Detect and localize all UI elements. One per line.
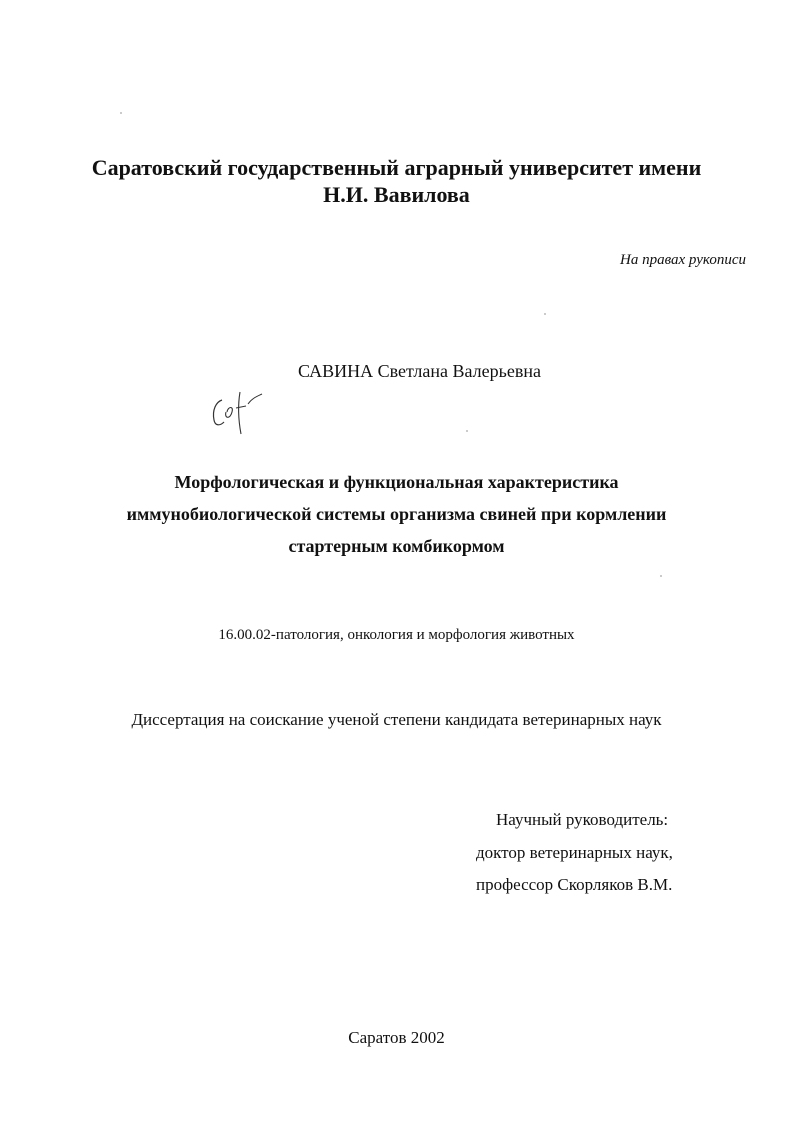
scan-speck: [660, 575, 662, 577]
scan-speck: [544, 313, 546, 315]
supervisor-name: профессор Скорляков В.М.: [476, 875, 673, 894]
supervisor-label: Научный руководитель:: [496, 810, 669, 829]
dissertation-degree-statement: Диссертация на соискание ученой степени кандидата ветеринарных наук: [131, 710, 662, 729]
author-name: САВИНА Светлана Валерьевна: [298, 361, 541, 381]
supervisor-degree: доктор ветеринарных наук,: [476, 843, 673, 862]
dissertation-title-line1: Морфологическая и функциональная характеристика: [174, 472, 619, 492]
city-year: Саратов 2002: [348, 1028, 445, 1047]
specialty-code: 16.00.02-патология, онкология и морфология животных: [218, 627, 575, 643]
dissertation-title-line2: иммунобиологической системы организма свиней при кормлении: [126, 504, 667, 524]
scan-speck: [466, 430, 468, 432]
scan-speck: [120, 112, 122, 114]
university-name-line1: Саратовский государственный аграрный университет имени: [91, 155, 702, 180]
university-name-line2: Н.И. Вавилова: [323, 182, 470, 207]
manuscript-rights-note: На правах рукописи: [620, 252, 746, 268]
handwritten-signature: [208, 382, 270, 436]
dissertation-title-line3: стартерным комбикормом: [288, 536, 505, 556]
